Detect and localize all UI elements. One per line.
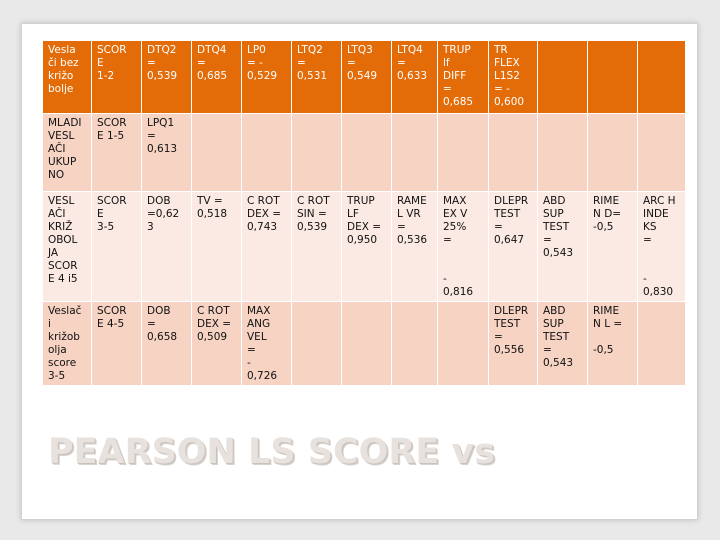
cell-text: DTQ4 = 0,685	[197, 44, 228, 82]
cell-text: C ROT DEX = 0,743	[247, 195, 282, 233]
table-cell	[142, 41, 192, 114]
table-row	[43, 114, 686, 192]
cell-text: SCOR E 3-5	[97, 195, 127, 233]
table-cell	[242, 41, 292, 114]
slide-title: PEARSON LS SCORE vs	[48, 432, 496, 472]
table-cell	[192, 41, 242, 114]
table-cell	[638, 302, 686, 386]
table-row	[43, 41, 686, 114]
cell-text: DOB = 0,658	[147, 305, 178, 343]
table-cell	[489, 302, 538, 386]
cell-text: VESL AČI KRIŽ OBOL JA SCOR E 4 i5	[48, 195, 78, 285]
cell-text: ABD SUP TEST = 0,543	[543, 195, 574, 259]
table-cell	[489, 41, 538, 114]
table-cell	[438, 41, 489, 114]
table-cell	[438, 114, 489, 192]
cell-text: SCOR E 4-5	[97, 305, 127, 330]
cell-text: TR FLEX L1S2 = - 0,600	[494, 44, 525, 108]
cell-text: LTQ3 = 0,549	[347, 44, 378, 82]
table-cell	[489, 192, 538, 302]
cell-text: LP0 = - 0,529	[247, 44, 278, 82]
table-cell	[43, 41, 92, 114]
table-cell	[92, 302, 142, 386]
cell-text: C ROT SIN = 0,539	[297, 195, 330, 233]
table-cell	[392, 302, 438, 386]
table-cell	[92, 41, 142, 114]
table-row	[43, 302, 686, 386]
table-cell	[92, 114, 142, 192]
table-cell	[588, 114, 638, 192]
table-cell	[588, 41, 638, 114]
cell-text: LPQ1 = 0,613	[147, 117, 178, 155]
table-cell	[43, 114, 92, 192]
table-cell	[342, 41, 392, 114]
cell-text: DOB =0,62 3	[147, 195, 180, 233]
cell-text: DTQ2 = 0,539	[147, 44, 178, 82]
cell-text: TRUP lf DIFF = 0,685	[443, 44, 474, 108]
correlation-table	[42, 40, 686, 386]
cell-text: SCOR E 1-2	[97, 44, 127, 82]
table-cell	[142, 114, 192, 192]
table-cell	[392, 41, 438, 114]
table-cell	[392, 114, 438, 192]
table-cell	[192, 302, 242, 386]
table-cell	[292, 41, 342, 114]
table-cell	[292, 192, 342, 302]
cell-text: MAX ANG VEL = - 0,726	[247, 305, 278, 382]
table-cell	[242, 192, 292, 302]
cell-text: SCOR E 1-5	[97, 117, 127, 142]
table-cell	[638, 114, 686, 192]
table-cell	[192, 192, 242, 302]
cell-text: C ROT DEX = 0,509	[197, 305, 232, 343]
cell-text: RIME N L = -0,5	[593, 305, 623, 356]
cell-text: DLEPR TEST = 0,647	[494, 195, 529, 246]
table-cell	[43, 192, 92, 302]
table-cell	[242, 114, 292, 192]
cell-text: TV = 0,518	[197, 195, 228, 220]
table-cell	[342, 192, 392, 302]
cell-text: MLADI VESL AČI UKUP NO	[48, 117, 82, 181]
cell-text: DLEPR TEST = 0,556	[494, 305, 529, 356]
table-cell	[438, 302, 489, 386]
cell-text: RIME N D= -0,5	[593, 195, 622, 233]
table-cell	[392, 192, 438, 302]
table-cell	[192, 114, 242, 192]
cell-text: ABD SUP TEST = 0,543	[543, 305, 574, 369]
table-cell	[538, 114, 588, 192]
table-cell	[638, 41, 686, 114]
table-cell	[242, 302, 292, 386]
table-cell	[342, 302, 392, 386]
table-cell	[142, 302, 192, 386]
table-cell	[342, 114, 392, 192]
table-cell	[489, 114, 538, 192]
table-cell	[538, 302, 588, 386]
table-cell	[92, 192, 142, 302]
table-cell	[292, 302, 342, 386]
table-cell	[538, 192, 588, 302]
table-cell	[43, 302, 92, 386]
table-row	[43, 192, 686, 302]
table-cell	[292, 114, 342, 192]
table-cell	[538, 41, 588, 114]
table-cell	[588, 302, 638, 386]
cell-text: Vesla či bez križo bolje	[48, 44, 79, 95]
cell-text: ARC H INDE KS = - 0,830	[643, 195, 676, 298]
table-cell	[438, 192, 489, 302]
cell-text: LTQ2 = 0,531	[297, 44, 328, 82]
cell-text: LTQ4 = 0,633	[397, 44, 428, 82]
cell-text: RAME L VR = 0,536	[397, 195, 428, 246]
cell-text: Veslač i križob olja score 3-5	[48, 305, 82, 382]
table-cell	[588, 192, 638, 302]
table-cell	[142, 192, 192, 302]
cell-text: TRUP LF DEX = 0,950	[347, 195, 382, 246]
cell-text: MAX EX V 25% = - 0,816	[443, 195, 474, 298]
table-cell	[638, 192, 686, 302]
